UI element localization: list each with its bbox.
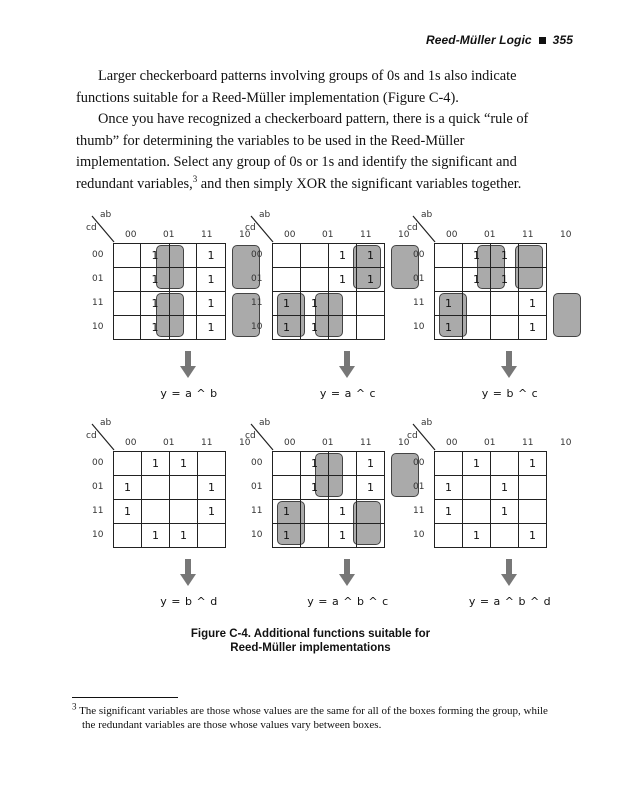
down-arrow-icon	[501, 351, 517, 379]
kmap-cell	[357, 316, 385, 340]
kmap-row	[435, 524, 547, 548]
kmap-cell: 1	[140, 292, 169, 316]
kmap-row	[114, 268, 226, 292]
kmap-column-label: 00	[446, 230, 458, 240]
kmap-5	[245, 418, 410, 610]
kmap-cell	[435, 452, 463, 476]
kmap-column-label: 01	[484, 438, 496, 448]
kmap-row	[273, 268, 385, 292]
kmap-cell	[142, 500, 170, 524]
kmap-row	[435, 452, 547, 476]
kmap-cell	[169, 244, 196, 268]
kmap-cell	[519, 268, 547, 292]
kmap-cell	[273, 452, 301, 476]
figure-caption-line-2: Reed-Müller implementations	[230, 642, 391, 654]
kmap-cell: 1	[301, 292, 329, 316]
footnote	[72, 701, 552, 732]
kmap-top-variable: ab	[259, 210, 271, 220]
kmap-cell	[357, 524, 385, 548]
kmap-cell: 1	[114, 500, 142, 524]
kmap-group-highlight	[553, 293, 581, 337]
kmap-cell: 1	[491, 268, 519, 292]
down-arrow-icon	[180, 351, 196, 379]
kmap-column-label: 00	[446, 438, 458, 448]
kmap-cell	[198, 452, 226, 476]
kmap-cell: 1	[140, 316, 169, 340]
kmap-column-label: 00	[125, 230, 137, 240]
kmap-row-label: 00	[92, 250, 104, 260]
kmap-cell: 1	[357, 476, 385, 500]
kmap-row-label: 00	[413, 458, 425, 468]
kmap-cell: 1	[329, 524, 357, 548]
kmap-cell: 1	[491, 244, 519, 268]
footnote-rule	[72, 697, 178, 698]
kmap-row-label: 01	[92, 274, 104, 284]
kmap-cell	[435, 244, 463, 268]
kmap-row	[114, 244, 226, 268]
kmap-cell	[301, 268, 329, 292]
kmap-row-label: 01	[413, 482, 425, 492]
kmap-cell: 1	[198, 476, 226, 500]
kmap-row	[273, 452, 385, 476]
kmap-row	[273, 316, 385, 340]
kmap-top-variable: ab	[100, 418, 112, 428]
running-header	[426, 33, 573, 47]
kmap-cell: 1	[329, 244, 357, 268]
kmap-column-label: 00	[284, 230, 296, 240]
kmap-cell: 1	[301, 452, 329, 476]
down-arrow-icon	[339, 559, 355, 587]
kmap-column-label: 10	[560, 438, 572, 448]
kmap-row-label: 11	[92, 298, 104, 308]
kmap-cell: 1	[301, 476, 329, 500]
kmap-cell: 1	[140, 244, 169, 268]
kmap-cell: 1	[301, 316, 329, 340]
kmap-cell	[301, 524, 329, 548]
figure-caption	[0, 627, 623, 655]
kmap-cell: 1	[519, 524, 547, 548]
kmap-cell: 1	[435, 292, 463, 316]
kmap-column-label: 01	[163, 230, 175, 240]
paragraph-1: Larger checkerboard patterns involving groups of 0s and 1s also indicate functions suitable for a Reed-Müller implementation (Figure C-4).	[76, 68, 517, 106]
kmap-column-label: 01	[163, 438, 175, 448]
kmap-cell: 1	[196, 244, 225, 268]
kmap-cell: 1	[357, 268, 385, 292]
kmap-cell: 1	[196, 292, 225, 316]
kmap-3	[407, 210, 572, 402]
square-bullet-icon	[539, 37, 546, 44]
kmap-cell	[435, 524, 463, 548]
kmap-cell	[357, 500, 385, 524]
kmap-cell: 1	[463, 524, 491, 548]
kmap-cell	[198, 524, 226, 548]
kmap-row	[114, 316, 226, 340]
kmap-column-label: 11	[201, 230, 213, 240]
kmap-cell: 1	[357, 452, 385, 476]
kmap-column-label: 10	[239, 230, 251, 240]
kmap-column-label: 10	[239, 438, 251, 448]
kmap-side-variable: cd	[407, 431, 418, 441]
kmap-expression: y = a ^ b ^ c	[307, 595, 389, 608]
kmap-column-label: 10	[398, 438, 410, 448]
kmap-column-label: 10	[398, 230, 410, 240]
kmap-row-label: 11	[251, 298, 263, 308]
kmap-cell: 1	[196, 268, 225, 292]
kmap-cell: 1	[273, 292, 301, 316]
kmap-column-label: 11	[360, 438, 372, 448]
kmap-cell	[519, 476, 547, 500]
kmap-column-label: 00	[125, 438, 137, 448]
kmap-cell	[491, 524, 519, 548]
kmap-row	[435, 292, 547, 316]
kmap-grid	[434, 451, 547, 548]
figure-caption-line-1: Figure C-4. Additional functions suitable for	[190, 628, 431, 640]
kmap-row	[273, 500, 385, 524]
kmap-side-variable: cd	[245, 223, 256, 233]
kmap-cell	[519, 244, 547, 268]
kmap-cell: 1	[519, 292, 547, 316]
kmap-cell: 1	[519, 316, 547, 340]
kmap-row	[435, 268, 547, 292]
footnote-marker: 3	[72, 701, 77, 712]
kmap-cell	[169, 292, 196, 316]
kmap-cell	[114, 316, 141, 340]
kmap-expression: y = a ^ b ^ d	[468, 595, 552, 608]
kmap-cell	[491, 316, 519, 340]
kmap-row-label: 10	[413, 530, 425, 540]
kmap-grid	[113, 243, 226, 340]
kmap-cell: 1	[463, 452, 491, 476]
kmap-column-label: 11	[201, 438, 213, 448]
kmap-row-label: 11	[413, 298, 425, 308]
kmap-top-variable: ab	[421, 210, 433, 220]
kmap-cell: 1	[273, 524, 301, 548]
kmap-row-label: 11	[251, 506, 263, 516]
kmap-cell	[273, 244, 301, 268]
kmap-row-label: 10	[413, 322, 425, 332]
kmap-grid	[272, 243, 385, 340]
kmap-cell: 1	[140, 268, 169, 292]
kmap-row-label: 10	[251, 530, 263, 540]
kmap-cell: 1	[491, 476, 519, 500]
kmap-column-label: 01	[322, 230, 334, 240]
footnote-ref: 3	[192, 173, 198, 184]
kmap-row	[114, 524, 226, 548]
kmap-cell	[114, 268, 141, 292]
kmap-4	[86, 418, 251, 610]
kmap-row	[435, 244, 547, 268]
kmap-row-label: 01	[251, 482, 263, 492]
kmap-cell: 1	[329, 500, 357, 524]
kmap-row-label: 10	[92, 322, 104, 332]
down-arrow-icon	[339, 351, 355, 379]
kmap-row	[435, 500, 547, 524]
kmap-row	[114, 292, 226, 316]
kmap-expression: y = a ^ b	[160, 387, 218, 400]
kmap-cell	[329, 476, 357, 500]
kmap-row	[273, 292, 385, 316]
kmap-cell: 1	[114, 476, 142, 500]
running-title: Reed-Müller Logic	[425, 33, 532, 47]
kmap-cell	[114, 452, 142, 476]
kmap-row-label: 01	[251, 274, 263, 284]
kmap-cell: 1	[170, 452, 198, 476]
kmap-6	[407, 418, 572, 610]
kmap-row	[114, 476, 226, 500]
kmap-cell	[301, 244, 329, 268]
kmap-row-label: 11	[413, 506, 425, 516]
kmap-cell	[142, 476, 170, 500]
kmap-row-label: 00	[413, 250, 425, 260]
kmap-expression: y = b ^ c	[481, 387, 539, 400]
kmap-cell: 1	[273, 316, 301, 340]
kmap-cell	[170, 476, 198, 500]
kmap-row-label: 00	[251, 250, 263, 260]
footnote-text: The significant variables are those whose values are the same for all of the boxes forming the group, while the redundant variables are those whose values vary between boxes.	[79, 705, 548, 731]
kmap-grid	[434, 243, 547, 340]
kmap-cell	[329, 452, 357, 476]
kmap-cell: 1	[463, 244, 491, 268]
kmap-2	[245, 210, 410, 402]
kmap-grid	[272, 451, 385, 548]
kmap-cell: 1	[196, 316, 225, 340]
kmap-row-label: 10	[92, 530, 104, 540]
kmap-row	[435, 316, 547, 340]
kmap-cell: 1	[142, 524, 170, 548]
kmap-row	[114, 500, 226, 524]
kmap-cell: 1	[273, 500, 301, 524]
kmap-cell	[463, 292, 491, 316]
kmap-column-label: 01	[322, 438, 334, 448]
paragraph-2-text: Once you have recognized a checkerboard pattern, there is a quick “rule of thumb” for determining the variables to be used in the Reed-Müller implementation. Select any group of 0s or 1s and identify the significant and redundant variables,	[76, 111, 529, 192]
kmap-1	[86, 210, 251, 402]
kmap-cell: 1	[198, 500, 226, 524]
kmap-cell	[435, 268, 463, 292]
page-number: 355	[552, 33, 573, 47]
kmap-column-label: 11	[360, 230, 372, 240]
kmap-cell	[329, 292, 357, 316]
kmap-cell	[329, 316, 357, 340]
kmap-cell	[519, 500, 547, 524]
kmap-cell: 1	[357, 244, 385, 268]
kmap-top-variable: ab	[259, 418, 271, 428]
kmap-cell	[169, 268, 196, 292]
kmap-cell	[491, 292, 519, 316]
kmap-row-label: 00	[92, 458, 104, 468]
kmap-cell: 1	[142, 452, 170, 476]
kmap-row	[273, 244, 385, 268]
kmap-cell: 1	[519, 452, 547, 476]
kmap-cell	[301, 500, 329, 524]
kmap-cell	[463, 476, 491, 500]
kmap-column-label: 11	[522, 438, 534, 448]
kmap-cell	[170, 500, 198, 524]
kmap-cell	[463, 500, 491, 524]
kmap-column-label: 01	[484, 230, 496, 240]
kmap-row-label: 00	[251, 458, 263, 468]
kmap-cell: 1	[463, 268, 491, 292]
kmap-cell	[357, 292, 385, 316]
kmap-row-label: 01	[92, 482, 104, 492]
kmap-side-variable: cd	[86, 431, 97, 441]
down-arrow-icon	[501, 559, 517, 587]
kmap-row-label: 11	[92, 506, 104, 516]
kmap-cell: 1	[435, 316, 463, 340]
kmap-expression: y = b ^ d	[160, 595, 218, 608]
kmap-cell	[273, 476, 301, 500]
paragraph-2	[76, 109, 556, 195]
kmap-cell	[114, 524, 142, 548]
kmap-row-label: 10	[251, 322, 263, 332]
kmap-grid	[113, 451, 226, 548]
kmap-cell	[114, 244, 141, 268]
kmap-cell: 1	[435, 476, 463, 500]
kmap-cell: 1	[435, 500, 463, 524]
paragraph-2-tail: and then simply XOR the significant variables together.	[197, 175, 522, 192]
kmap-column-label: 10	[560, 230, 572, 240]
kmap-cell	[491, 452, 519, 476]
kmap-row	[114, 452, 226, 476]
kmap-top-variable: ab	[100, 210, 112, 220]
kmap-row	[435, 476, 547, 500]
kmap-row-label: 01	[413, 274, 425, 284]
kmap-cell	[463, 316, 491, 340]
kmap-expression: y = a ^ c	[319, 387, 377, 400]
kmap-top-variable: ab	[421, 418, 433, 428]
kmap-side-variable: cd	[86, 223, 97, 233]
kmap-cell: 1	[170, 524, 198, 548]
kmap-row	[273, 524, 385, 548]
kmap-cell	[114, 292, 141, 316]
kmap-cell	[169, 316, 196, 340]
kmap-side-variable: cd	[407, 223, 418, 233]
kmap-column-label: 00	[284, 438, 296, 448]
down-arrow-icon	[180, 559, 196, 587]
kmap-cell: 1	[329, 268, 357, 292]
kmap-row	[273, 476, 385, 500]
kmap-side-variable: cd	[245, 431, 256, 441]
kmap-cell	[273, 268, 301, 292]
kmap-column-label: 11	[522, 230, 534, 240]
kmap-cell: 1	[491, 500, 519, 524]
